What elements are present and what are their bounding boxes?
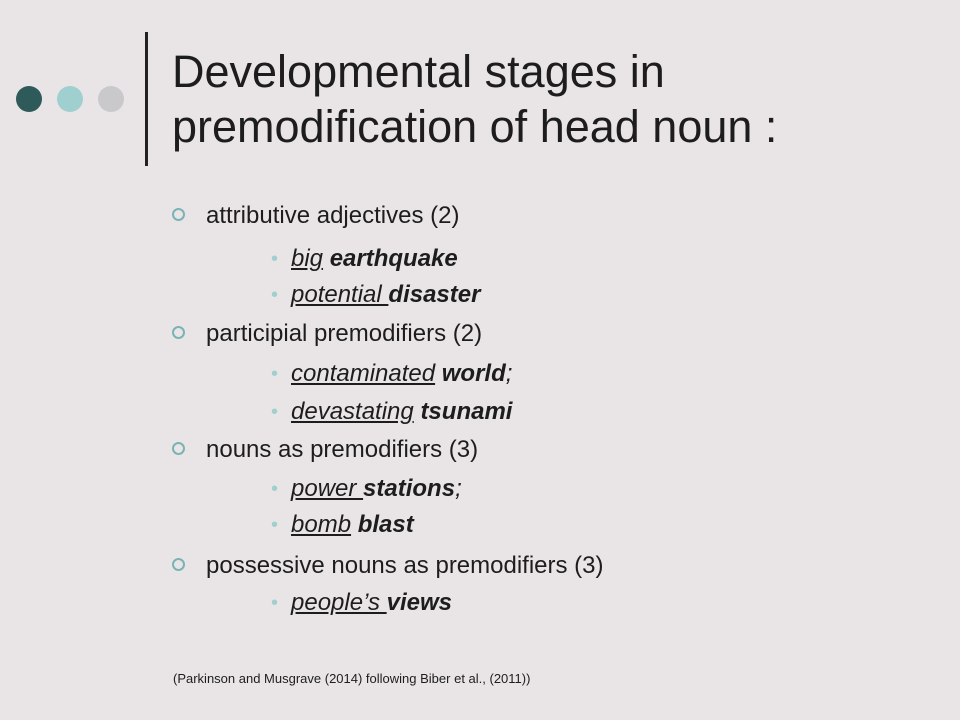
dot-bullet-icon: • — [271, 592, 279, 614]
example-item: • contaminated world; — [291, 358, 512, 390]
example-item: • power stations; — [291, 473, 462, 505]
ring-bullet-icon — [172, 326, 185, 339]
dot-bullet-icon: • — [271, 284, 279, 306]
example-modifier: big — [291, 245, 324, 272]
dot-bullet-icon: • — [271, 401, 279, 423]
example-head-noun: world — [441, 360, 506, 387]
slide-title: Developmental stages in premodification of head noun : — [172, 46, 778, 152]
category-label: participial premodifiers (2) — [206, 320, 483, 347]
dot-teal-icon — [57, 86, 83, 112]
example-item — [271, 243, 458, 275]
example-item — [271, 587, 453, 619]
example-item — [271, 279, 481, 311]
category-item — [206, 550, 604, 582]
example-item — [271, 509, 414, 541]
dot-bullet-icon: • — [271, 363, 279, 385]
ring-bullet-icon — [172, 558, 185, 571]
example-head-noun: earthquake — [329, 245, 458, 272]
example-modifier: power — [291, 475, 364, 502]
category-label: attributive adjectives (2) — [206, 202, 460, 229]
dot-bullet-icon: • — [271, 248, 279, 270]
citation: (Parkinson and Musgrave (2014) following Biber et al., (2011)) — [173, 671, 531, 686]
example-head-noun: stations — [363, 475, 456, 502]
category-item — [206, 200, 459, 232]
example-modifier: people’s — [291, 589, 387, 616]
example-modifier: bomb — [291, 511, 352, 538]
category-item — [206, 318, 482, 350]
ring-bullet-icon — [172, 208, 185, 221]
example-modifier: devastating — [291, 398, 414, 425]
example-head-noun: views — [386, 589, 453, 616]
dot-dark-icon — [16, 86, 42, 112]
example-item — [271, 396, 513, 428]
category-label: nouns as premodifiers (3) — [206, 436, 479, 463]
dot-gray-icon — [98, 86, 124, 112]
dot-bullet-icon: • — [271, 478, 279, 500]
category-label: possessive nouns as premodifiers (3) — [206, 552, 604, 579]
example-head-noun: blast — [357, 511, 414, 538]
ring-bullet-icon — [172, 442, 185, 455]
title-divider — [145, 32, 148, 166]
dot-bullet-icon: • — [271, 514, 279, 536]
example-modifier: potential — [291, 281, 389, 308]
example-modifier: contaminated — [291, 360, 436, 387]
example-head-noun: disaster — [388, 281, 481, 308]
example-head-noun: tsunami — [420, 398, 513, 425]
category-item — [206, 434, 478, 466]
